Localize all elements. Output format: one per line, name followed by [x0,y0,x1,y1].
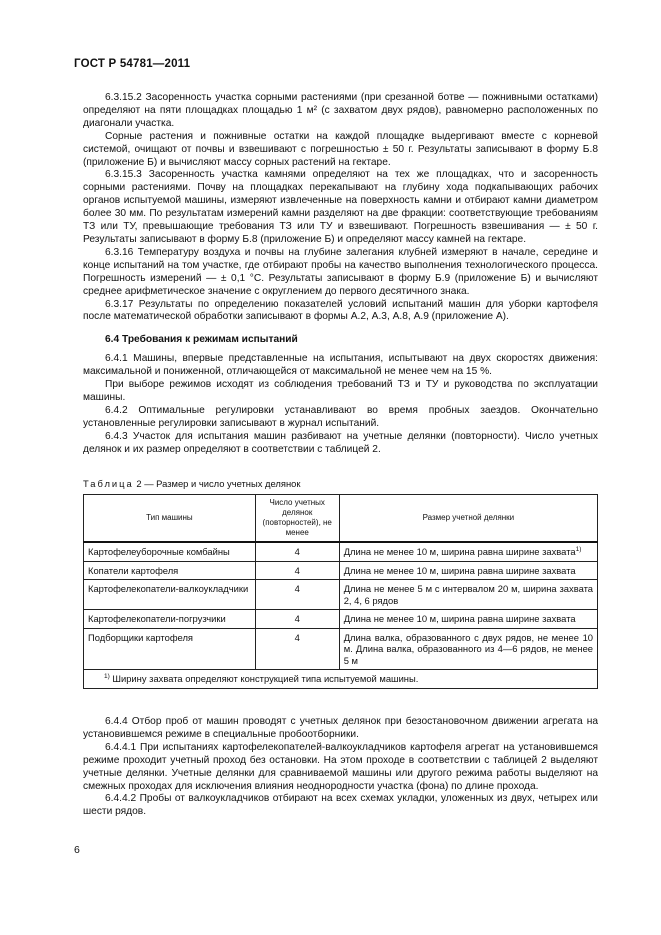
footnote-mark: 1) [104,672,110,680]
paragraph-modes: При выборе режимов исходят из соблюдения требований ТЗ и ТУ и руководства по эксплуатации машины. [83,379,598,403]
paragraph-weeds: Сорные растения и пожнивные остатки на каждой площадке выдергивают вместе с корневой системой, очищают от почвы и взвешивают с погрешностью ± 50 г. Результаты записывают в форму Б.8 (приложение Б) и вычисляют массу сорных растений на гектаре. [83,130,598,168]
paragraph-6-3-15-2: 6.3.15.2 Засоренность участка сорными растениями (при срезанной ботве — пожнивными остатками) определяют на пяти площадках площадью 1 м² (с захватом двух рядов), равномерно расположенных по диагонали участка. [83,92,598,129]
footnote-text: Ширину захвата определяют конструкцией типа испытуемой машины. [112,673,419,684]
header-machine-type: Тип машины [84,495,256,543]
header-plot-count: Число учетных делянок (повторностей), не менее [255,495,339,543]
paragraph-6-3-16: 6.3.16 Температуру воздуха и почвы на глубине залегания клубней измеряют в начале, середине и конце испытаний на том участке, где отбирают пробы на качество выполнения технологического процесса. Погрешность измерений — ± 0,1 °С. Результаты записывают в форму Б.9 (приложение Б) и вычисляют среднее арифметическое значение с округлением до первого десятичного знака. [83,246,598,297]
cell-plot-size: Длина не менее 5 м с интервалом 20 м, ширина захвата 2, 4, 6 рядов [339,580,597,610]
table-row [84,542,598,561]
table-row [84,580,598,610]
cell-machine-type: Подборщики картофеля [84,628,256,670]
table-row [84,628,598,670]
main-text-block [83,92,598,456]
table-row [84,561,598,580]
cell-plot-size: Длина валка, образованного с двух рядов, не менее 10 м. Длина валка, образованного из 4—6 рядов, не менее 5 м [339,628,597,670]
page-number: 6 [74,844,80,856]
table-footnote-row [84,670,598,689]
cell-machine-type: Картофелекопатели-погрузчики [84,610,256,629]
table-caption [83,478,300,489]
table-caption-text: 2 — Размер и число учетных делянок [136,478,301,489]
cell-plot-count: 4 [255,610,339,629]
paragraph-6-3-17: 6.3.17 Результаты по определению показателей условий испытаний машин для уборки картофеля после математической обработки записывают в формы А.2, А.3, А.8, А.9 (приложение А). [83,298,598,323]
cell-plot-size: Длина не менее 10 м, ширина равна ширине захвата [339,610,597,629]
header-plot-size: Размер учетной делянки [339,495,597,543]
cell-machine-type: Копатели картофеля [84,561,256,580]
footnote-reference: 1) [575,545,582,553]
standard-header: ГОСТ Р 54781—2011 [74,58,191,70]
paragraph-6-4-2: 6.4.2 Оптимальные регулировки устанавливают во время пробных заездов. Окончательно установленные регулировки записывают в журнал испытаний. [83,404,598,429]
paragraph-6-4-4: 6.4.4 Отбор проб от машин проводят с учетных делянок при безостановочном движении агрегата на установившемся режиме в специальные пробоотборники. [83,716,598,740]
cell-machine-type: Картофелеуборочные комбайны [84,542,256,561]
plots-table [83,494,598,689]
cell-plot-count: 4 [255,542,339,561]
paragraph-6-4-4-1: 6.4.4.1 При испытаниях картофелекопателей-валкоукладчиков картофеля агрегат на установившемся режиме проходит учетный проход без остановки. На этом проходе в соответствии с таблицей 2 выделяют учетные делянки. Учетные делянки для сравниваемой машины или другого режима работы выделяют на смежных проходах для исключения влияния неоднородности участка (фона) по длине прохода. [83,741,598,792]
table-row [84,610,598,629]
paragraph-6-3-15-3: 6.3.15.3 Засоренность участка камнями определяют на тех же площадках, что и засоренность сорными растениями. Почву на площадках перекапывают на глубину хода подкапывающих рабочих органов испытуемой машины, измеряют извлеченные на поверхность камни и отбирают камни диаметром более 30 мм. По результатам измерений камни разделяют на две фракции: соответствующие требованиям ТЗ или ТУ, превышающие требования ТЗ или ТУ и взвешивают. Погрешность взвешивания — ± 50 г. Результаты записывают в форму Б.8 (приложение Б) и определяют массу камней на гектаре. [83,169,598,245]
table-footnote [84,670,598,689]
lower-text-block [83,716,598,819]
section-title-6-4: 6.4 Требования к режимам испытаний [105,334,298,346]
cell-plot-size: Длина не менее 10 м, ширина равна ширине захвата [339,561,597,580]
cell-machine-type: Картофелекопатели-валкоукладчики [84,580,256,610]
cell-plot-count: 4 [255,628,339,670]
table-caption-label: Таблица [83,478,134,489]
paragraph-6-4-3: 6.4.3 Участок для испытания машин разбивают на учетные делянки (повторности). Число учетных делянок и их размер определяют в соответствии с таблицей 2. [83,430,598,455]
paragraph-6-4-4-2: 6.4.4.2 Пробы от валкоукладчиков отбирают на всех схемах укладки, уложенных из двух, четырех или шести рядов. [83,793,598,818]
paragraph-6-4-1: 6.4.1 Машины, впервые представленные на испытания, испытывают на двух скоростях движения: максимальной и пониженной, отличающейся от максимальной не менее чем на 15 %. [83,353,598,378]
cell-plot-size [339,542,597,561]
cell-plot-count: 4 [255,561,339,580]
cell-plot-size-text: Длина не менее 10 м, ширина равна ширине захвата [343,546,576,557]
cell-plot-count: 4 [255,580,339,610]
